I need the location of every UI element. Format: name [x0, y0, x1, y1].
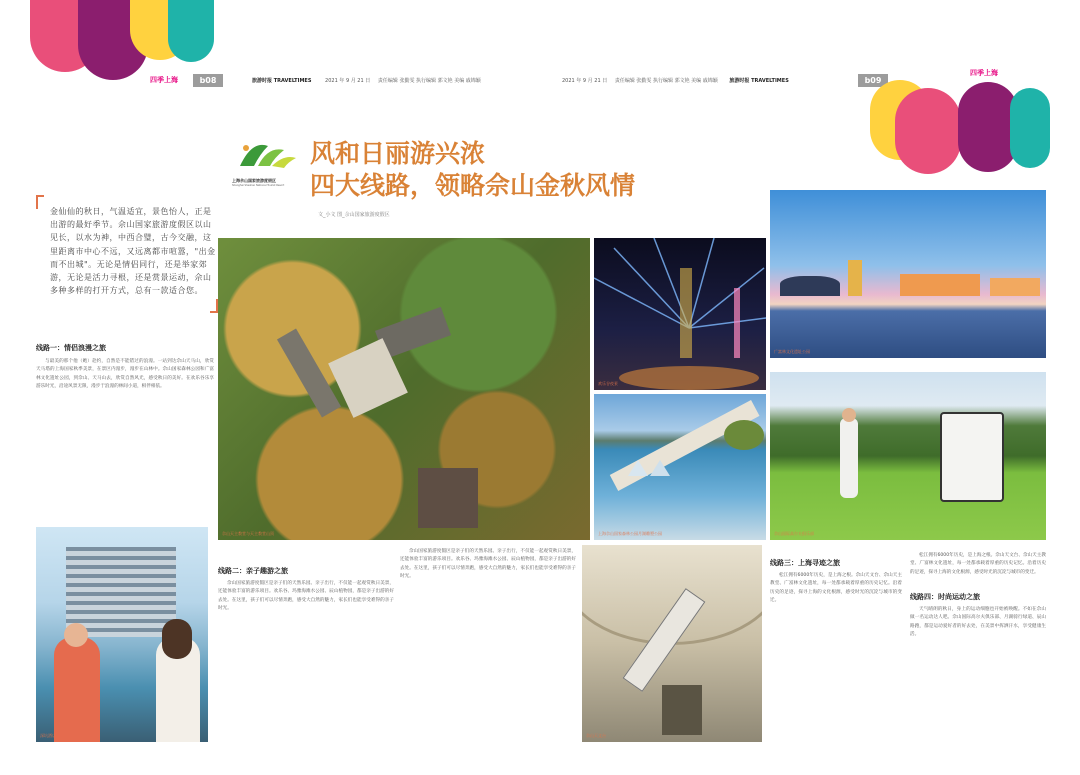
header-right: [540, 0, 1080, 110]
lower-building: [418, 468, 478, 528]
woman-hair: [162, 619, 192, 659]
mountain-resort-photo: [770, 190, 1046, 358]
paper-name: 旅游时报 TRAVELTIMES: [252, 78, 312, 84]
section-heading: 线路三：上海寻迹之旅: [770, 559, 840, 567]
golfer: [840, 418, 858, 498]
light-show-photo: [594, 238, 766, 390]
golf-course-photo: [770, 372, 1046, 540]
section-heading: 线路二：亲子趣游之旅: [218, 567, 288, 575]
headline-line1: 风和日丽游兴浓: [310, 139, 486, 168]
tower: [277, 329, 341, 418]
page-number: b08: [193, 74, 223, 87]
photo-caption: 上海佘山国家森林公园月湖雕塑公园: [598, 531, 662, 536]
leaf-logo-icon: [232, 136, 302, 174]
couple-hotel-photo: [36, 527, 208, 742]
section-label: 四季上海: [150, 76, 178, 84]
sculpture: [650, 460, 670, 476]
hotel-building: [66, 547, 176, 637]
quote-bracket: [36, 195, 44, 209]
section-heading: 线路一：情侣浪漫之旅: [36, 344, 106, 352]
building: [900, 274, 980, 296]
golf-cart: [940, 412, 1004, 502]
man: [54, 637, 100, 742]
decor-petal: [1010, 88, 1050, 168]
tree: [724, 420, 764, 450]
section-label: 四季上海: [970, 69, 998, 77]
resort-logo: [232, 136, 302, 188]
observatory-photo: [582, 545, 762, 742]
pagoda: [848, 260, 862, 296]
section-body: 与最美的那个他（她）赴约，自然是不能错过的浪漫。一站到达佘山天马山，欣赏天马塔的上海国家秋季美景，在景区内漫步，漫步在山林中。佘山国家森林公园和广富林文化遗址公园，到佘山、天马山去，欣赏自然风光，感受秋日的美好。在欢乐谷乐享游乐时光，沿途风景无限，漫步于浪漫的林间小道，相伴相依。: [36, 359, 214, 390]
lead-text: 金仙仙的秋日，气温适宜，景色怡人，正是出游的最好季节。佘山国家旅游度假区以山见长，以水为神，中西合璧，古今交融，这里距离市中心不远，又远离都市喧嚣，"出金而不出城"。无论是情侣同行，还是举家郊游，无论是活力寻根，还是赏景运动，佘山多种多样的打开方式，总有一款适合您。: [50, 207, 216, 296]
photo-caption: 欢乐谷夜景: [598, 381, 618, 386]
man-head: [64, 623, 88, 647]
page-number: b09: [858, 74, 888, 87]
decor-petal: [958, 82, 1018, 172]
header-info: [252, 77, 481, 84]
credits: 责任编辑 张勤雯 执行编辑 郭文艳 美编 戚锦颖: [377, 78, 481, 84]
section-body-continued: 佘山国家旅游度假区是亲子们的天然乐园。亲子出行，不仅能一起观赏秋日美景，还能体验丰富的游乐项目。欢乐谷、玛雅海滩水公园、辰山植物园，都是亲子出游的好去处。在这里，孩子们可以尽情奔跑，感受大自然的魅力，家长们也能享受难得的亲子时光。: [400, 549, 576, 580]
lake-sculpture-photo: [594, 394, 766, 540]
header-info: [562, 77, 789, 84]
building: [990, 278, 1040, 296]
issue-date: 2021 年 9 月 21 日: [325, 78, 371, 84]
aerial-church-photo: [218, 238, 590, 540]
sculpture: [628, 460, 648, 476]
photo-caption: 佘山国际高尔夫俱乐部: [774, 531, 814, 536]
golfer-head: [842, 408, 856, 422]
decor-petal: [895, 88, 961, 174]
laser-beams: [594, 238, 766, 390]
section-body: 天气晴朗的秋日，身上的运动细胞也开始被唤醒。不如在佘山做一名运动达人吧。佘山国际高尔夫俱乐部、月湖骑行绿道、辰山路跑，都是运动爱好者的好去处，在美景中挥洒汗水，享受健康生活。: [910, 607, 1046, 638]
byline: 文_小文 图_佘山国家旅游度假区: [318, 212, 390, 218]
credits: 责任编辑 张勤雯 执行编辑 郭文艳 美编 戚锦颖: [614, 78, 718, 84]
logo-subtitle: Shanghai Sheshan National Tourist Resort: [232, 184, 285, 187]
quote-bracket: [210, 299, 218, 313]
section-body: 佘山国家旅游度假区是亲子们的天然乐园。亲子出行，不仅能一起观赏秋日美景，还能体验丰富的游乐项目。欢乐谷、玛雅海滩水公园、辰山植物园，都是亲子出游的好去处。在这里，孩子们可以尽情奔跑，感受大自然的魅力，家长们也能享受难得的亲子时光。: [218, 581, 394, 612]
logo-name: 上海佘山国家旅游度假区: [232, 178, 276, 183]
paper-name: 旅游时报 TRAVELTIMES: [729, 78, 789, 84]
photo-caption: 佘山天主教堂与天主教堂山顶: [222, 531, 274, 536]
header-left: [0, 0, 540, 110]
section-body-continued: 松江拥有6000年历史，是上海之根。佘山天文台、佘山天主教堂、广富林文化遗址，每一处都承载着厚重的历史记忆。沿着历史的足迹，探寻上海的文化根源，感受时光的沉淀与城市的变迁。: [910, 553, 1046, 575]
photo-caption: 广富林文化遗址公园: [774, 349, 810, 354]
lead-quote: [36, 195, 218, 313]
section-heading: 线路四：时尚运动之旅: [910, 593, 980, 601]
decor-white-cover: [0, 0, 240, 60]
photo-caption: 深坑酒店: [40, 733, 56, 738]
telescope-base: [662, 685, 702, 735]
pavilion: [780, 276, 840, 296]
photo-caption: 佘山天文台: [586, 733, 606, 738]
issue-date: 2021 年 9 月 21 日: [562, 78, 608, 84]
headline-line2: 四大线路，领略佘山金秋风情: [310, 171, 636, 200]
section-body: 松江拥有6000年历史，是上海之根。佘山天文台、佘山天主教堂、广富林文化遗址，每一处都承载着厚重的历史记忆。沿着历史的足迹，探寻上海的文化根源，感受时光的沉淀与城市的变迁。: [770, 573, 902, 604]
